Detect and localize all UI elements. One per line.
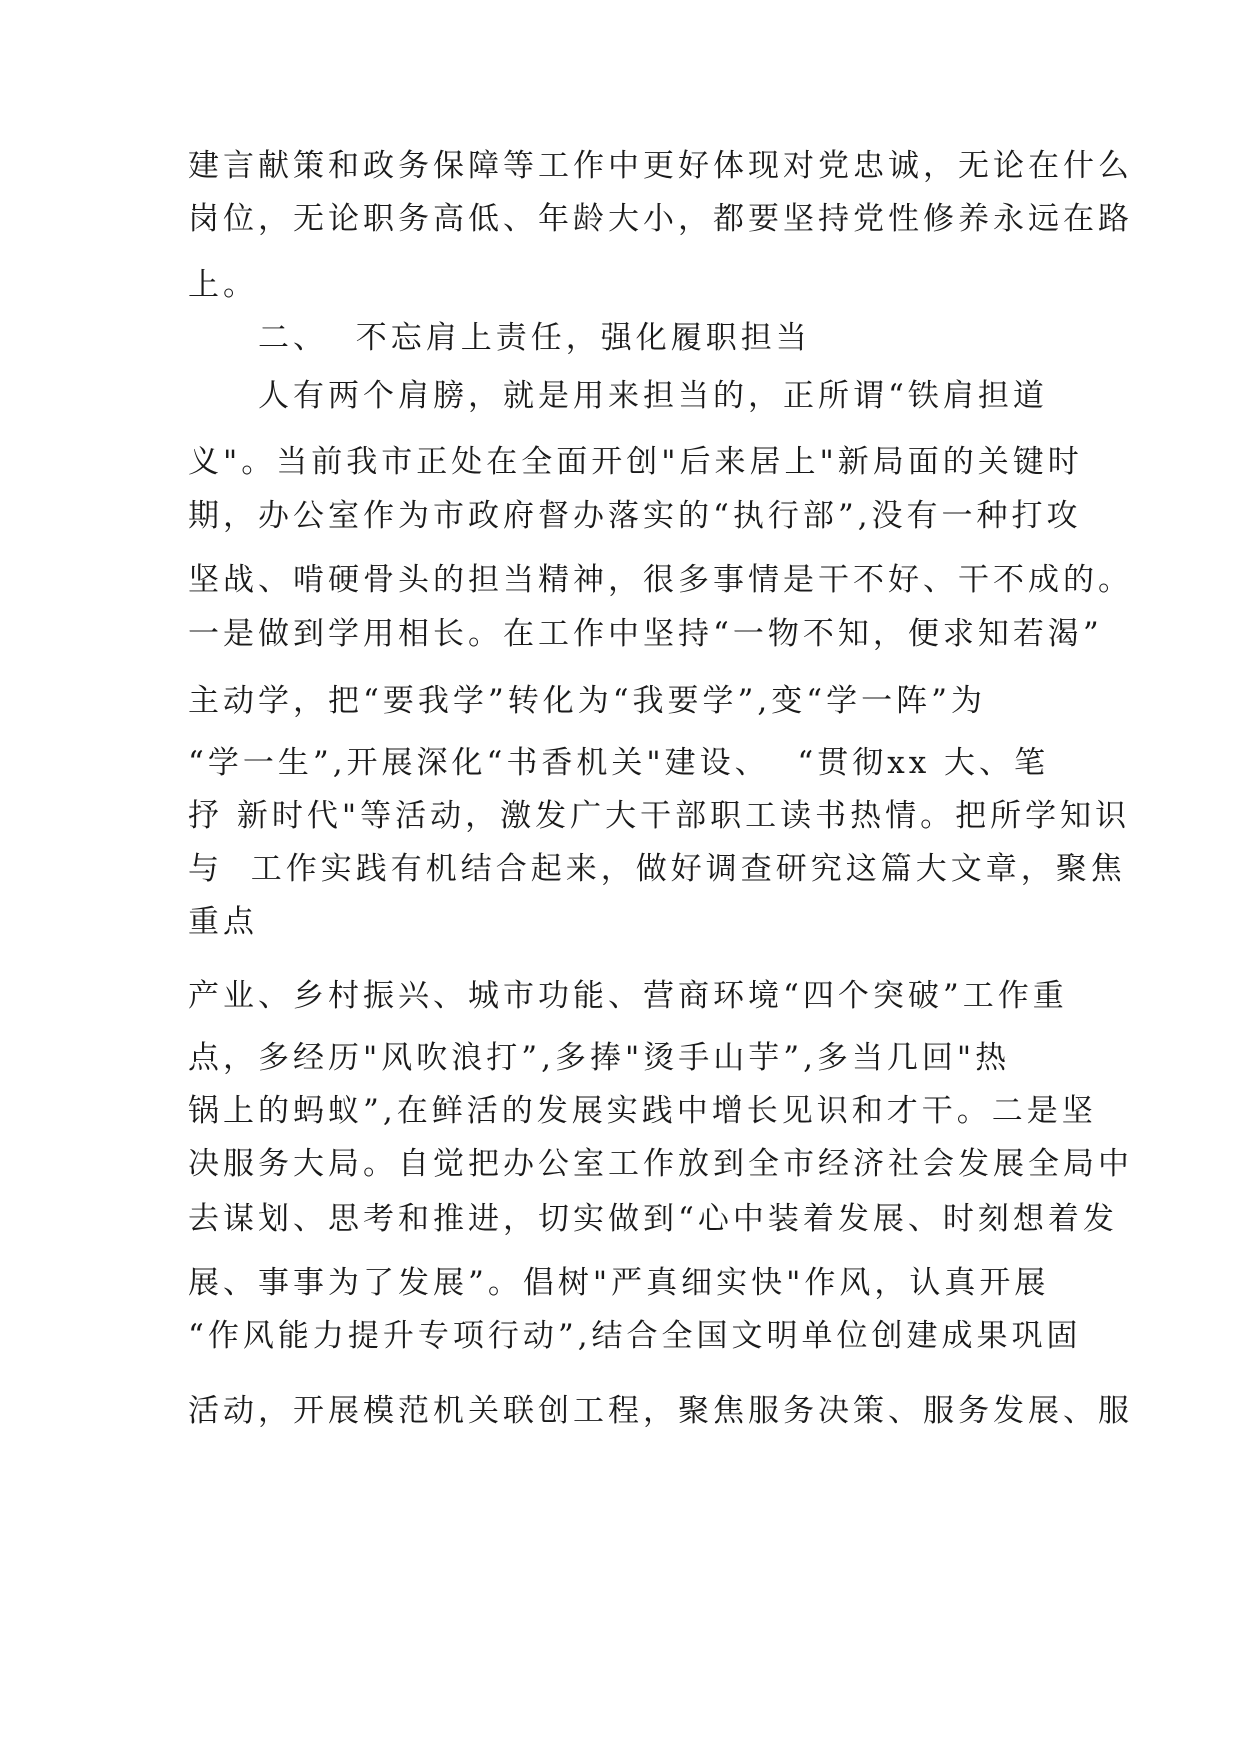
body-text-line: 产业、乡村振兴、城市功能、营商环境“四个突破”工作重 bbox=[188, 978, 1068, 1014]
body-text-line: 上。 bbox=[188, 267, 258, 303]
body-text-line: 坚战、啃硬骨头的担当精神，很多事情是干不好、干不成的。 bbox=[188, 562, 1133, 598]
body-text-line: 锅上的蚂蚁”,在鲜活的发展实践中增长见识和才干。二是坚 bbox=[188, 1093, 1097, 1129]
section-heading: 二、 不忘肩上责任，强化履职担当 bbox=[258, 320, 811, 356]
body-text-line: 重点 bbox=[188, 904, 258, 940]
body-text-line: 一是做到学用相长。在工作中坚持“一物不知，便求知若渴” bbox=[188, 616, 1103, 652]
body-text-line: 人有两个肩膀，就是用来担当的，正所谓“铁肩担道 bbox=[258, 378, 1048, 414]
body-text-line: 决服务大局。自觉把办公室工作放到全市经济社会发展全局中 bbox=[188, 1146, 1133, 1182]
body-text-line: 岗位，无论职务高低、年龄大小，都要坚持党性修养永远在路 bbox=[188, 201, 1133, 237]
body-text-line: 义"。当前我市正处在全面开创"后来居上"新局面的关键时 bbox=[188, 444, 1083, 480]
body-text-line: 期，办公室作为市政府督办落实的“执行部”,没有一种打攻 bbox=[188, 498, 1082, 534]
body-text-line: 展、事事为了发展”。倡树"严真细实快"作风，认真开展 bbox=[188, 1265, 1050, 1301]
body-text-line: 点，多经历"风吹浪打”,多捧"烫手山芋”,多当几回"热 bbox=[188, 1040, 1011, 1076]
body-text-line: 活动，开展模范机关联创工程，聚焦服务决策、服务发展、服 bbox=[188, 1393, 1133, 1429]
body-text-line: 去谋划、思考和推进，切实做到“心中装着发展、时刻想着发 bbox=[188, 1201, 1118, 1237]
body-text-line: 建言献策和政务保障等工作中更好体现对党忠诚，无论在什么 bbox=[188, 148, 1133, 184]
body-text-line: 主动学，把“要我学”转化为“我要学”,变“学一阵”为 bbox=[188, 683, 986, 719]
body-text-line: “作风能力提升专项行动”,结合全国文明单位创建成果巩固 bbox=[188, 1318, 1082, 1354]
body-text-line: 抒 新时代"等活动，激发广大干部职工读书热情。把所学知识 bbox=[188, 798, 1131, 834]
body-text-line: “学一生”,开展深化“书香机关"建设、 “贯彻xx 大、笔 bbox=[188, 745, 1050, 781]
body-text-line: 与 工作实践有机结合起来，做好调查研究这篇大文章，聚焦 bbox=[188, 851, 1126, 887]
